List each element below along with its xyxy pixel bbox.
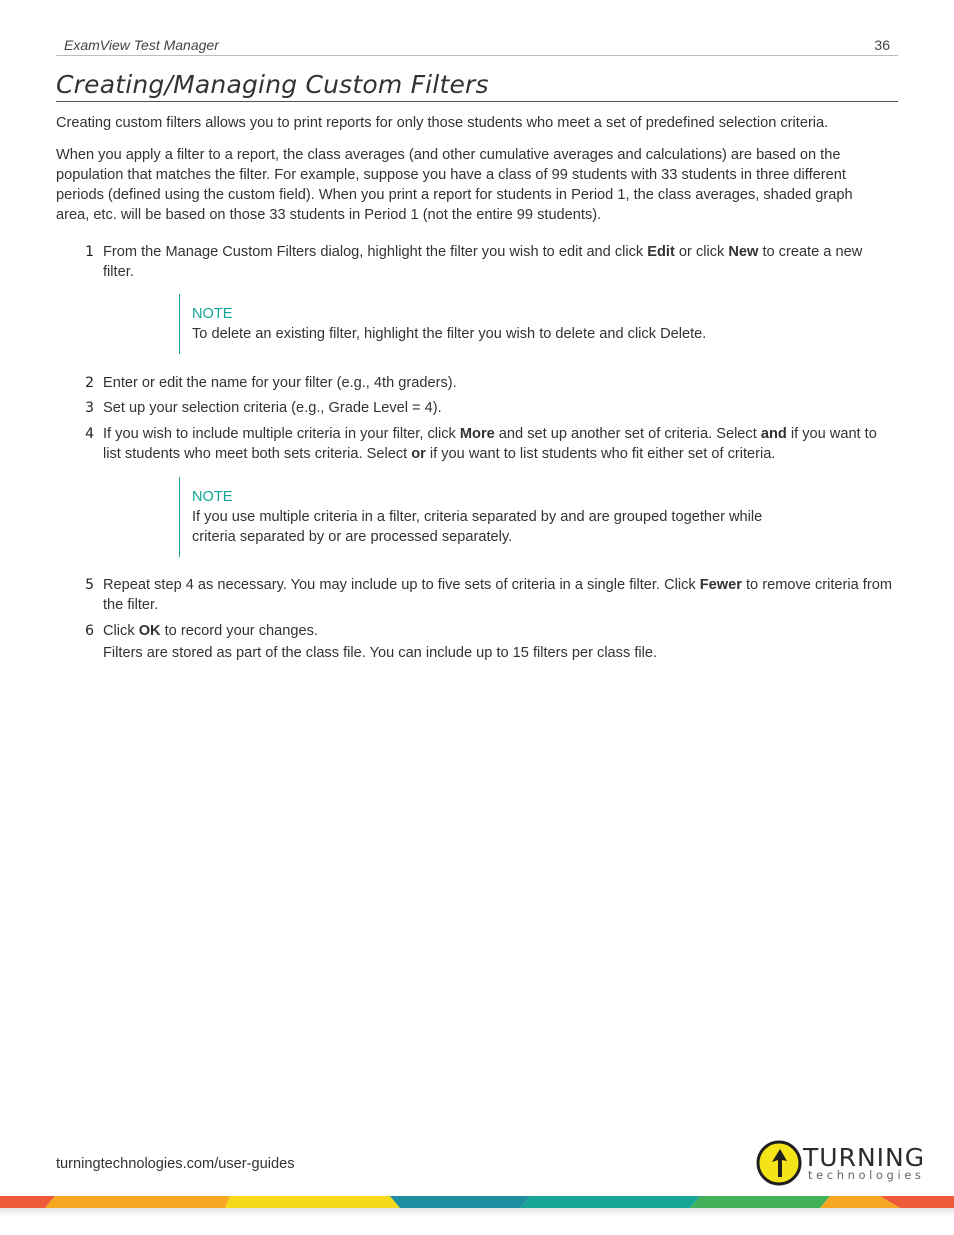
- bold-term-or: or: [411, 446, 426, 462]
- intro-paragraph-2: When you apply a filter to a report, the class averages (and other cumulative averages and calculations) are based on the population that matches the filter. For example, suppose you have a class of 99 students with 33 students in three different periods (defined using the custom field). When you print a report for students in Period 1, the class averages, shaded graph area, etc. will be based on those 33 students in Period 1 (not the entire 99 students).: [56, 147, 853, 223]
- note-text: If you use multiple criteria in a filter, criteria separated by and are grouped together while criteria separated by or are processed separately.: [192, 509, 763, 545]
- bold-term-more: More: [459, 426, 495, 442]
- turning-arrow-icon: [756, 1140, 802, 1186]
- note-label: NOTE: [192, 306, 233, 322]
- step-text: Set up your selection criteria (e.g., Grade Level = 4).: [103, 400, 442, 416]
- step-number: 1: [85, 244, 94, 260]
- page-header: [56, 36, 898, 56]
- footer-shadow: [0, 1208, 954, 1216]
- page-number: 36: [874, 37, 890, 53]
- bold-term-and: and: [760, 426, 787, 442]
- turning-logo: [756, 1140, 931, 1188]
- step-followup: Filters are stored as part of the class file. You can include up to 15 filters per class file.: [103, 645, 658, 661]
- bold-term-fewer: Fewer: [699, 577, 742, 593]
- bold-term-new: New: [728, 244, 759, 260]
- decorative-color-bar: [0, 1196, 954, 1208]
- step-text: From the Manage Custom Filters dialog, highlight the filter you wish to edit and click Edit or click New to create a new filter.: [103, 244, 863, 280]
- logo-subtitle: technologies: [808, 1168, 925, 1182]
- step-number: 2: [85, 375, 94, 391]
- step-text: Enter or edit the name for your filter (e.g., 4th graders).: [103, 375, 457, 391]
- bold-term-edit: Edit: [647, 244, 675, 260]
- step-number: 6: [85, 623, 94, 639]
- step-number: 3: [85, 400, 94, 416]
- logo-wordmark: TURNING: [803, 1143, 926, 1172]
- intro-paragraph-1: Creating custom filters allows you to print reports for only those students who meet a set of predefined selection criteria.: [56, 115, 829, 131]
- document-title: ExamView Test Manager: [64, 37, 219, 53]
- step-text: Click OK to record your changes. Filters are stored as part of the class file. You can include up to 15 filters per class file.: [103, 623, 658, 661]
- section-title: Creating/Managing Custom Filters: [56, 69, 898, 102]
- note-label: NOTE: [192, 489, 233, 505]
- step-text: Repeat step 4 as necessary. You may include up to five sets of criteria in a single filter. Click Fewer to remove criteria from the filter.: [103, 577, 892, 613]
- step-number: 5: [85, 577, 94, 593]
- step-number: 4: [85, 426, 94, 442]
- note-box: [179, 477, 839, 557]
- step-text: If you wish to include multiple criteria in your filter, click More and set up another set of criteria. Select and if you want to list students who meet both sets criteria. Select or if you want to list students who fit either set of criteria.: [103, 426, 877, 462]
- footer-url[interactable]: turningtechnologies.com/user-guides: [56, 1156, 295, 1172]
- note-text: To delete an existing filter, highlight the filter you wish to delete and click Delete.: [192, 326, 707, 342]
- note-box: [179, 294, 839, 354]
- bold-term-ok: OK: [138, 623, 161, 639]
